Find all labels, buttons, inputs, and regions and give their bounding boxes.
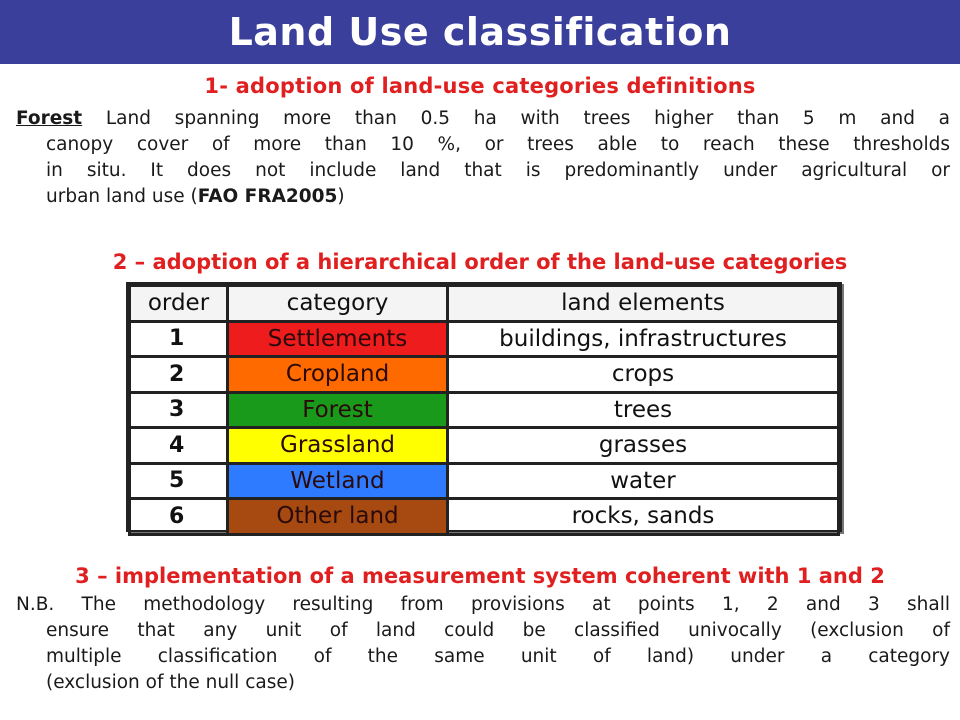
slide-title: Land Use classification [228, 10, 732, 54]
table-row [130, 357, 839, 393]
nb-note [16, 592, 950, 696]
category-cell: Other land [228, 499, 448, 535]
header-land-elements: land elements [448, 286, 839, 322]
land-elements-cell: crops [448, 357, 839, 393]
table-row [130, 499, 839, 535]
note-line-4: (exclusion of the null case) [46, 672, 295, 693]
section1-heading: 1- adoption of land-use categories definitions [204, 74, 756, 98]
land-elements-cell: buildings, infrastructures [448, 321, 839, 357]
section2-heading: 2 – adoption of a hierarchical order of the land-use categories [112, 250, 848, 274]
order-cell: 1 [130, 321, 228, 357]
order-cell: 5 [130, 463, 228, 499]
forest-definition [16, 106, 950, 210]
land-elements-cell: grasses [448, 428, 839, 464]
table-row [130, 321, 839, 357]
land-elements-cell: trees [448, 392, 839, 428]
category-cell: Settlements [228, 321, 448, 357]
order-cell: 2 [130, 357, 228, 393]
order-cell: 4 [130, 428, 228, 464]
order-cell: 3 [130, 392, 228, 428]
definition-line-2: canopy cover of more than 10 %, or trees able to reach these thresholds [46, 134, 950, 155]
category-cell: Forest [228, 392, 448, 428]
header-category: category [228, 286, 448, 322]
land-elements-cell: water [448, 463, 839, 499]
definition-line-4: urban land use (FAO FRA2005) [46, 186, 345, 207]
definition-line-3: in situ. It does not include land that is predominantly under agricultural or [46, 160, 950, 181]
table-row [130, 428, 839, 464]
header-order: order [130, 286, 228, 322]
order-cell: 6 [130, 499, 228, 535]
section3-heading: 3 – implementation of a measurement system coherent with 1 and 2 [75, 564, 885, 588]
definition-line-1: Forest Land spanning more than 0.5 ha with trees higher than 5 m and a [16, 108, 950, 129]
table-row [130, 463, 839, 499]
category-cell: Wetland [228, 463, 448, 499]
land-use-table [126, 282, 842, 532]
note-line-1: N.B. The methodology resulting from provisions at points 1, 2 and 3 shall [16, 594, 950, 615]
note-line-2: ensure that any unit of land could be classified univocally (exclusion of [46, 620, 950, 641]
note-line-3: multiple classification of the same unit of land) under a category [46, 646, 950, 667]
table-header-row [130, 286, 839, 322]
land-elements-cell: rocks, sands [448, 499, 839, 535]
table-row [130, 392, 839, 428]
category-cell: Grassland [228, 428, 448, 464]
fao-reference: FAO FRA2005 [197, 186, 338, 207]
category-cell: Cropland [228, 357, 448, 393]
forest-term: Forest [16, 108, 83, 129]
title-bar [0, 0, 960, 64]
